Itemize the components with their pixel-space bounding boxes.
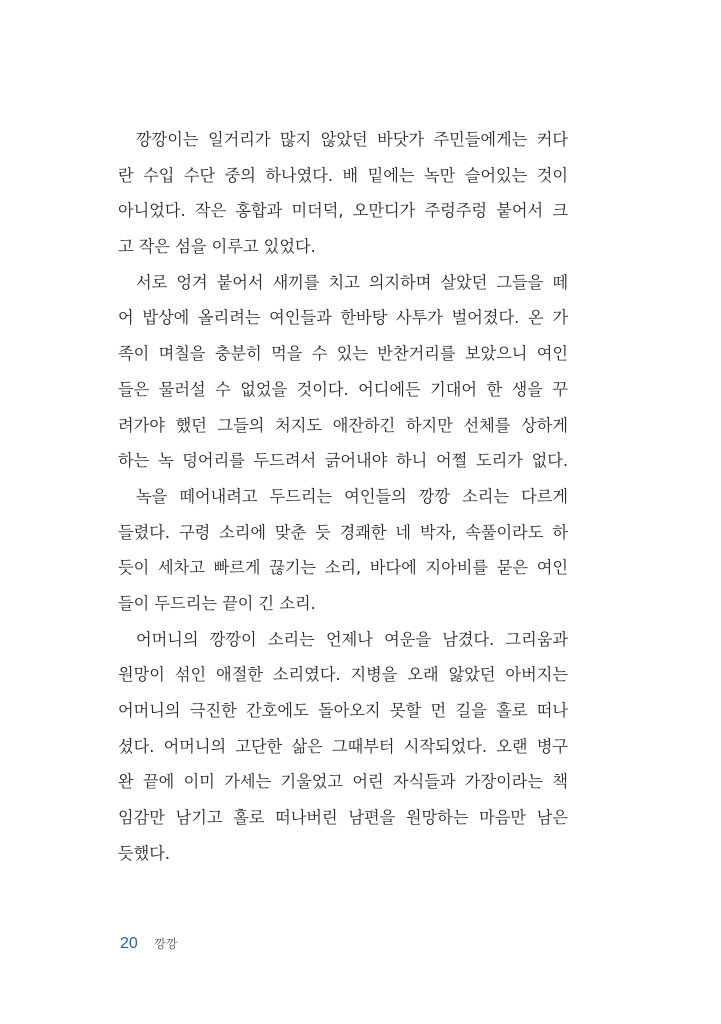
body-text <box>118 122 568 871</box>
text-line: 완 끝에 이미 가세는 기울었고 어린 자식들과 가장이라는 책 <box>118 772 568 792</box>
text-line: 어 밥상에 올리려는 여인들과 한바탕 사투가 벌어졌다. 온 가 <box>118 308 568 328</box>
text-line: 들은 물러설 수 없었을 것이다. 어디에든 기대어 한 생을 꾸 <box>118 379 568 399</box>
text-line: 듯이 세차고 빠르게 끊기는 소리, 바다에 지아비를 묻은 여인 <box>118 558 568 578</box>
running-title: 깡깡 <box>154 937 178 951</box>
text-line: 려가야 했던 그들의 처지도 애잔하긴 하지만 선체를 상하게 <box>118 415 568 435</box>
text-line: 고 작은 섬을 이루고 있었다. <box>118 237 316 257</box>
text-line: 족이 며칠을 충분히 먹을 수 있는 반찬거리를 보았으니 여인 <box>118 344 568 364</box>
text-line: 원망이 섞인 애절한 소리였다. 지병을 오래 앓았던 아버지는 <box>118 665 568 685</box>
text-line: 들렸다. 구령 소리에 맞춘 듯 경쾌한 네 박자, 속풀이라도 하 <box>118 522 568 542</box>
text-line: 녹을 떼어내려고 두드리는 여인들의 깡깡 소리는 다르게 <box>136 486 568 506</box>
text-line: 서로 엉겨 붙어서 새끼를 치고 의지하며 살았던 그들을 떼 <box>136 272 568 292</box>
page-number: 20 <box>120 935 138 952</box>
text-line: 임감만 남기고 홀로 떠나버린 남편을 원망하는 마음만 남은 <box>118 808 568 828</box>
text-line: 하는 녹 덩어리를 두드려서 긁어내야 하니 어쩔 도리가 없다. <box>118 451 568 471</box>
text-line: 듯했다. <box>118 843 171 863</box>
text-line: 어머니의 깡깡이 소리는 언제나 여운을 남겼다. 그리움과 <box>136 629 568 649</box>
text-line: 어머니의 극진한 간호에도 돌아오지 못할 먼 길을 홀로 떠나 <box>118 701 568 720</box>
page-footer <box>120 935 177 953</box>
text-line: 셨다. 어머니의 고단한 삶은 그때부터 시작되었다. 오랜 병구 <box>118 736 568 756</box>
text-line: 아니었다. 작은 홍합과 미더덕, 오만디가 주렁주렁 붙어서 크 <box>118 201 568 221</box>
text-line: 란 수입 수단 중의 하나였다. 배 밑에는 녹만 슬어있는 것이 <box>118 165 568 185</box>
text-line: 들이 두드리는 끝이 긴 소리. <box>118 593 316 613</box>
text-line: 깡깡이는 일거리가 많지 않았던 바닷가 주민들에게는 커다 <box>136 130 568 149</box>
